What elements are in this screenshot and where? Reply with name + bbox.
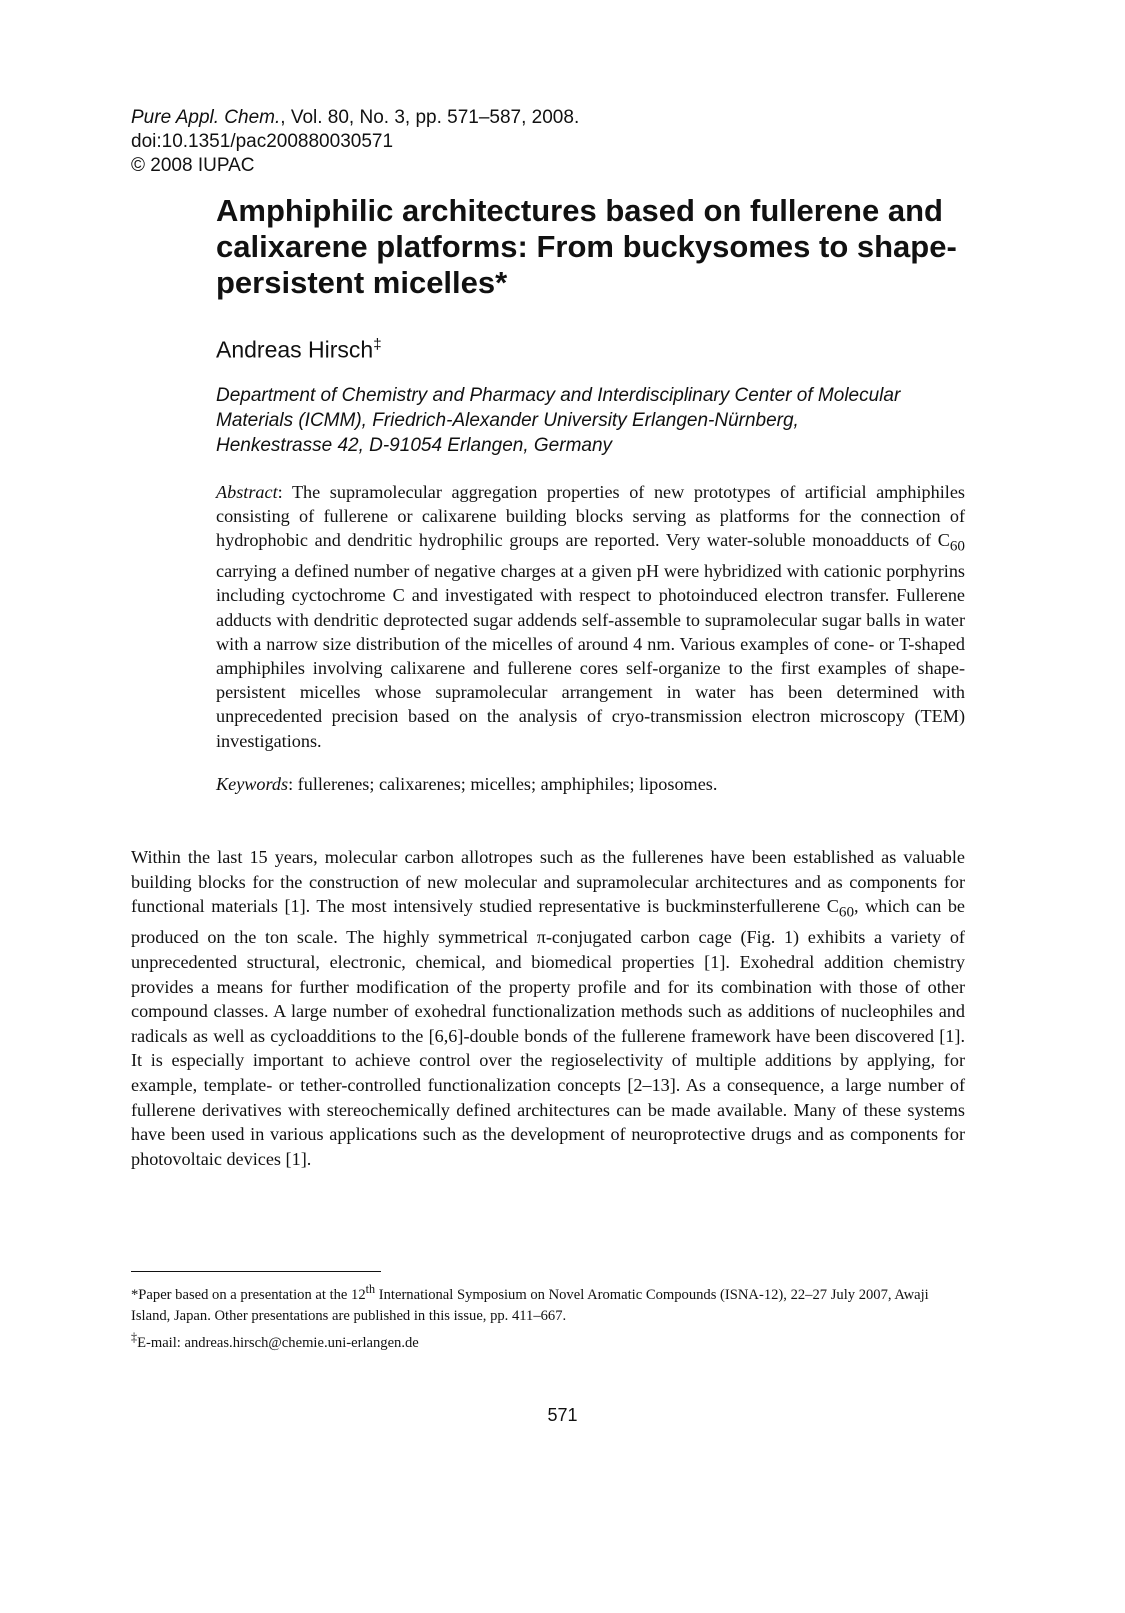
footnote-email — [131, 1327, 965, 1354]
footnote-email-text: E-mail: andreas.hirsch@chemie.uni-erlangen.de — [137, 1334, 419, 1351]
body-text-cont: , which can be produced on the ton scale. The highly symmetrical π-conjugated carbon cage (Fig. 1) exhibits a variety of unprecedented structural, electronic, chemical, and biomedical properties [1]. Exohedral addition chemistry provides a means for further modification of the property profile and for its combination with those of other compound classes. A large number of exohedral functionalization methods such as additions of nucleophiles and radicals as well as cycloadditions to the [6,6]-double bonds of the fullerene framework have been discovered [1]. It is especially important to achieve control over the regioselectivity of multiple additions by applying, for example, template- or tether-controlled functionalization concepts [2–13]. As a consequence, a large number of fullerene derivatives with stereochemically defined architectures can be made available. Many of these systems have been used in various applications such as the development of neuroprotective drugs and as components for photovoltaic devices [1]. — [131, 896, 965, 1169]
abstract — [216, 480, 965, 753]
footnote-text: *Paper based on a presentation at the 12 — [131, 1286, 366, 1303]
footnote-text-cont: International Symposium on Novel Aromatic Compounds (ISNA-12), 22–27 July 2007, Awaji Island, Japan. Other presentations are published in this issue, pp. 411–667. — [131, 1286, 929, 1324]
body-text: Within the last 15 years, molecular carbon allotropes such as the fullerenes have been established as valuable building blocks for the construction of new molecular and supramolecular architectures and as components for functional materials [1]. The most intensively studied representative is buckminsterfullerene C — [131, 847, 965, 917]
footnote-divider — [131, 1271, 381, 1272]
affiliation — [216, 383, 996, 458]
affiliation-line: Department of Chemistry and Pharmacy and Interdisciplinary Center of Molecular — [216, 385, 901, 406]
author-name: Andreas Hirsch — [216, 336, 374, 363]
footnotes — [131, 1279, 965, 1354]
citation-block — [131, 106, 579, 178]
keywords-label: Keywords — [216, 774, 289, 794]
journal-name: Pure Appl. Chem. — [131, 107, 281, 128]
keywords-text: : fullerenes; calixarenes; micelles; amphiphiles; liposomes. — [288, 774, 718, 794]
affiliation-line: Henkestrasse 42, D-91054 Erlangen, Germany — [216, 435, 613, 456]
abstract-subscript: 60 — [949, 538, 965, 556]
body-paragraph — [131, 845, 965, 1171]
doi: doi:10.1351/pac200880030571 — [131, 131, 394, 152]
abstract-text: : The supramolecular aggregation properties of new prototypes of artificial amphiphiles consisting of fullerene or calixarene building blocks serving as platforms for the connection of hydrophobic and dendritic hydrophilic groups are reported. Very water-soluble monoadducts of C — [216, 482, 965, 551]
author — [216, 330, 382, 365]
journal-details: , Vol. 80, No. 3, pp. 571–587, 2008. — [280, 107, 580, 128]
author-mark: ‡ — [373, 336, 382, 353]
abstract-label: Abstract — [216, 482, 278, 502]
affiliation-line: Materials (ICMM), Friedrich-Alexander University Erlangen-Nürnberg, — [216, 410, 799, 431]
copyright: © 2008 IUPAC — [131, 155, 255, 176]
journal-reference — [131, 106, 579, 130]
footnote-superscript: th — [365, 1282, 376, 1296]
paper-title: Amphiphilic architectures based on fullerene and calixarene platforms: From buckysomes to shape-persistent micelles* — [216, 193, 957, 300]
body-subscript: 60 — [838, 903, 855, 921]
keywords — [216, 772, 965, 796]
footnote-mark: ‡ — [131, 1329, 138, 1344]
footnote-paper — [131, 1279, 965, 1327]
abstract-text-cont: carrying a defined number of negative charges at a given pH were hybridized with cationic porphyrins including cyctochrome C and investigated with respect to photoinduced electron transfer. Fullerene adducts with dendritic deprotected sugar addends self-assemble to supramolecular sugar balls in water with a narrow size distribution of the micelles of around 4 nm. Various examples of cone- or T-shaped amphiphiles involving calixarene and fullerene cores self-organize to the first examples of shape-persistent micelles whose supramolecular arrangement in water has been determined with unprecedented precision based on the analysis of cryo-transmission electron microscopy (TEM) investigations. — [216, 561, 965, 751]
page-number: 571 — [547, 1405, 578, 1425]
